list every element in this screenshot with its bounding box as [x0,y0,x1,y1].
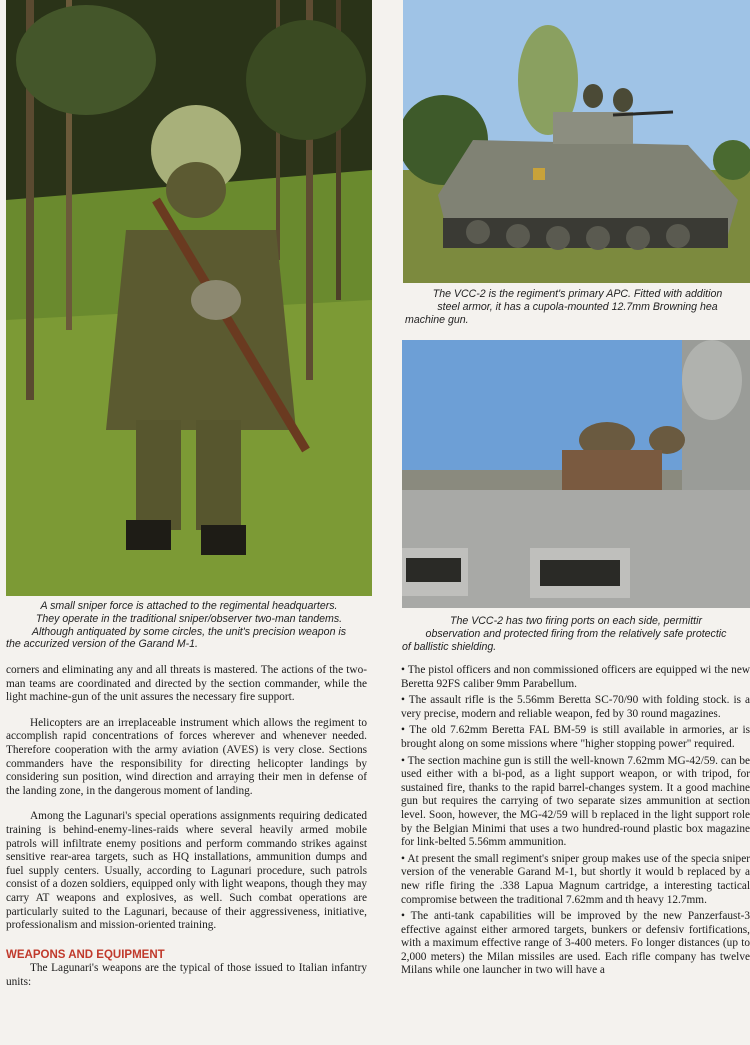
bullet-anti-tank: • The anti-tank capabilities will be improved by the new Panzerfaust-3 effective against either armored targets, bunkers or defensiv fortifications, with a maximum effective range of 3-400 meters. Fo longer distances (up to 2,000 meters) the Milan missiles are used. Each rifle company has twelve Milans while one launcher in two will have a [401,910,750,977]
ports-caption [402,615,750,653]
bullet-sniper-rifle: • At present the small regiment's sniper group makes use of the specia sniper version of the venerable Garand M-1, but shortly it would b replaced by a new rifle firing the .338 Lapua Magnum cartridge, a interesting tactical compromise between the traditional 7.62mm and th heavy 12.7mm. [401,852,750,906]
section-heading: WEAPONS AND EQUIPMENT [6,948,165,961]
ports-caption-line-3: of ballistic shielding. [402,640,497,653]
apc-caption [405,288,750,326]
left-paragraph-3: Among the Lagunari's special operations assignments requiring dedicated training is behind-enemy-lines-raids where several heavily armed mobile patrols will infiltrate enemy positions and perform commando strikes against sensitive rear-area targets, such as HQ installations, ammunition dumps and fuel supply centers. Usually, according to Lagunari procedure, such patrols consist of a dozen soldiers, equipped only with light weapons, though they may carry AT weapons and explosives, as well. Such combat operations are particularly suited to the Lagunari, because of their aggressiveness, initiative, professionalism and mission-oriented training. [6,810,367,932]
left-paragraph-4: The Lagunari's weapons are the typical of those issued to Italian infantry units: [6,962,367,988]
firing-ports-photo [402,340,750,608]
ports-caption-line-1: The VCC-2 has two firing ports on each side, permittir [450,615,702,627]
bullet-machine-gun: • The section machine gun is still the well-known 7.62mm MG-42/59. can be used either with a bi-pod, as a light support weapon, or with tripod, for sustained fire, thanks to the rapid barrel-changes system. It a good machine gun but requires the carrying of two separate sizes ammunition at section level. Soon, however, the MG-42/59 will b replaced in the light support role by the Belgian Minimi that uses a two hundred-round plastic box magazine for link-belted 5.56mm ammunition. [401,754,750,849]
sniper-caption-line-1: A small sniper force is attached to the regimental headquarters. [40,600,338,612]
left-text-column [6,664,367,1045]
sniper-caption-line-2: They operate in the traditional sniper/observer two-man tandems. [35,612,343,625]
apc-photo [403,0,750,283]
left-paragraph-2: Helicopters are an irreplaceable instrument which allows the regiment to accomplish rapid concentrations of forces wherever and whenever needed. Therefore cooperation with the army aviation (AVES) is very close. Sections commanders have the responsibility for directing helicopter landings by considering sun position, wind direction and arraying their men in defense of the landing zone, in the dangerous moment of landing. [6,716,367,797]
bullet-pistol: • The pistol officers and non commissioned officers are equipped wi the new Beretta 92FS caliber 9mm Parabellum. [401,664,750,690]
apc-caption-line-2: steel armor, it has a cupola-mounted 12.7mm Browning hea [437,300,718,313]
ports-caption-line-2: observation and protected firing from the relatively safe protectic [425,627,727,640]
apc-caption-line-1: The VCC-2 is the regiment's primary APC. Fitted with addition [432,288,723,300]
sniper-caption-line-4: the accurized version of the Garand M-1. [6,638,198,651]
right-text-column [401,664,750,1045]
apc-caption-line-3: machine gun. [405,313,469,326]
sniper-caption [6,600,372,651]
bullet-fal: • The old 7.62mm Beretta FAL BM-59 is still available in armories, ar is brought along on some missions where "higher stopping power" required. [401,724,750,750]
left-paragraph-1: corners and eliminating any and all threats is mastered. The actions of the two-man teams are coordinated and directed by the section commander, while the light machine-gun of the unit assures the necessary fire support. [6,664,367,704]
sniper-caption-line-3: Although antiquated by some circles, the unit's precision weapon is [31,625,347,638]
sniper-photo [6,0,372,596]
bullet-assault-rifle: • The assault rifle is the 5.56mm Beretta SC-70/90 with folding stock. is a very precise, modern and reliable weapon, fed by 30 round magazines. [401,694,750,720]
